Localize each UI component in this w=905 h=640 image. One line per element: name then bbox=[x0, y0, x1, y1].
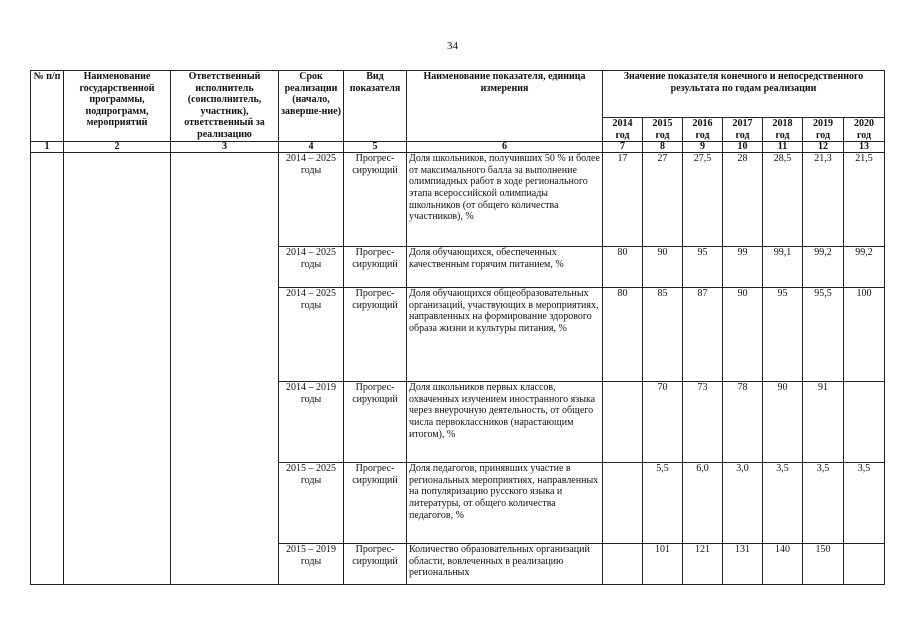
value-cell: 90 bbox=[723, 288, 763, 382]
value-cell: 95 bbox=[763, 288, 803, 382]
column-number: 13 bbox=[844, 142, 885, 153]
column-number: 9 bbox=[683, 142, 723, 153]
value-cell: 99 bbox=[723, 247, 763, 288]
program-name-cell bbox=[64, 153, 171, 585]
header-year: 2015 год bbox=[643, 118, 683, 142]
value-cell: 3,0 bbox=[723, 463, 763, 544]
column-number: 2 bbox=[64, 142, 171, 153]
header-indicator-name: Наименование показателя, единица измерения bbox=[407, 71, 603, 142]
value-cell: 27,5 bbox=[683, 153, 723, 247]
indicator-type-cell: Прогрес-сирующий bbox=[344, 288, 407, 382]
indicator-name-cell: Доля обучающихся, обеспеченных качественным горячим питанием, % bbox=[407, 247, 603, 288]
value-cell bbox=[603, 382, 643, 463]
value-cell: 21,3 bbox=[803, 153, 844, 247]
period-cell: 2015 – 2025 годы bbox=[279, 463, 344, 544]
value-cell bbox=[844, 382, 885, 463]
value-cell: 101 bbox=[643, 544, 683, 585]
value-cell: 99,1 bbox=[763, 247, 803, 288]
indicators-table bbox=[30, 70, 885, 585]
period-cell: 2014 – 2025 годы bbox=[279, 288, 344, 382]
indicator-type-cell: Прогрес-сирующий bbox=[344, 153, 407, 247]
indicator-name-cell: Доля обучающихся общеобразовательных организаций, участвующих в мероприятиях, направленных на формирование здорового образа жизни и культуры питания, % bbox=[407, 288, 603, 382]
value-cell: 78 bbox=[723, 382, 763, 463]
indicator-name-cell: Доля школьников первых классов, охваченных изучением иностранного языка через внеурочную деятельность, от общего числа первоклассников (нарастающим итогом), % bbox=[407, 382, 603, 463]
indicator-type-cell: Прогрес-сирующий bbox=[344, 247, 407, 288]
value-cell: 99,2 bbox=[844, 247, 885, 288]
indicator-type-cell: Прогрес-сирующий bbox=[344, 544, 407, 585]
value-cell: 6,0 bbox=[683, 463, 723, 544]
indicator-type-cell: Прогрес-сирующий bbox=[344, 463, 407, 544]
value-cell: 28,5 bbox=[763, 153, 803, 247]
column-number: 5 bbox=[344, 142, 407, 153]
value-cell bbox=[844, 544, 885, 585]
column-number: 6 bbox=[407, 142, 603, 153]
value-cell: 90 bbox=[763, 382, 803, 463]
page-number: 34 bbox=[447, 40, 458, 52]
value-cell: 87 bbox=[683, 288, 723, 382]
value-cell: 73 bbox=[683, 382, 723, 463]
header-year: 2016 год bbox=[683, 118, 723, 142]
value-cell: 3,5 bbox=[763, 463, 803, 544]
header-year: 2019 год bbox=[803, 118, 844, 142]
column-number: 3 bbox=[171, 142, 279, 153]
table-row bbox=[31, 153, 885, 247]
column-number: 1 bbox=[31, 142, 64, 153]
header-year: 2014 год bbox=[603, 118, 643, 142]
column-number: 4 bbox=[279, 142, 344, 153]
column-number: 11 bbox=[763, 142, 803, 153]
header-year: 2017 год bbox=[723, 118, 763, 142]
value-cell: 80 bbox=[603, 288, 643, 382]
indicator-name-cell: Количество образовательных организаций области, вовлеченных в реализацию региональных bbox=[407, 544, 603, 585]
header-indicator-type: Вид показателя bbox=[344, 71, 407, 142]
value-cell: 3,5 bbox=[844, 463, 885, 544]
value-cell: 95,5 bbox=[803, 288, 844, 382]
header-executor: Ответственный исполнитель (соисполнитель, участник), ответственный за реализацию bbox=[171, 71, 279, 142]
value-cell: 131 bbox=[723, 544, 763, 585]
value-cell: 80 bbox=[603, 247, 643, 288]
executor-cell bbox=[171, 153, 279, 585]
column-number: 10 bbox=[723, 142, 763, 153]
value-cell: 17 bbox=[603, 153, 643, 247]
value-cell: 90 bbox=[643, 247, 683, 288]
header-values-by-year: Значение показателя конечного и непосредственного результата по годам реализации bbox=[603, 71, 885, 118]
value-cell: 5,5 bbox=[643, 463, 683, 544]
period-cell: 2014 – 2025 годы bbox=[279, 247, 344, 288]
period-cell: 2014 – 2019 годы bbox=[279, 382, 344, 463]
column-number: 12 bbox=[803, 142, 844, 153]
header-number: № п/п bbox=[31, 71, 64, 142]
indicator-name-cell: Доля педагогов, принявших участие в региональных мероприятиях, направленных на популяризацию русского языка и литературы, от общего количества педагогов, % bbox=[407, 463, 603, 544]
header-period: Срок реализации (начало, заверше-ние) bbox=[279, 71, 344, 142]
column-number: 7 bbox=[603, 142, 643, 153]
value-cell bbox=[603, 463, 643, 544]
value-cell bbox=[603, 544, 643, 585]
value-cell: 99,2 bbox=[803, 247, 844, 288]
value-cell: 27 bbox=[643, 153, 683, 247]
value-cell: 150 bbox=[803, 544, 844, 585]
period-cell: 2015 – 2019 годы bbox=[279, 544, 344, 585]
value-cell: 121 bbox=[683, 544, 723, 585]
value-cell: 21,5 bbox=[844, 153, 885, 247]
value-cell: 91 bbox=[803, 382, 844, 463]
value-cell: 100 bbox=[844, 288, 885, 382]
value-cell: 95 bbox=[683, 247, 723, 288]
value-cell: 140 bbox=[763, 544, 803, 585]
value-cell: 28 bbox=[723, 153, 763, 247]
indicator-name-cell: Доля школьников, получивших 50 % и более от максимального балла за выполнение олимпиадных работ в ходе регионального этапа всероссийской олимпиады школьников (от общего количества участников), % bbox=[407, 153, 603, 247]
value-cell: 70 bbox=[643, 382, 683, 463]
number-cell bbox=[31, 153, 64, 585]
period-cell: 2014 – 2025 годы bbox=[279, 153, 344, 247]
header-year: 2018 год bbox=[763, 118, 803, 142]
header-year: 2020 год bbox=[844, 118, 885, 142]
value-cell: 3,5 bbox=[803, 463, 844, 544]
indicator-type-cell: Прогрес-сирующий bbox=[344, 382, 407, 463]
value-cell: 85 bbox=[643, 288, 683, 382]
header-program-name: Наименование государственной программы, подпрограмм, мероприятий bbox=[64, 71, 171, 142]
column-number: 8 bbox=[643, 142, 683, 153]
